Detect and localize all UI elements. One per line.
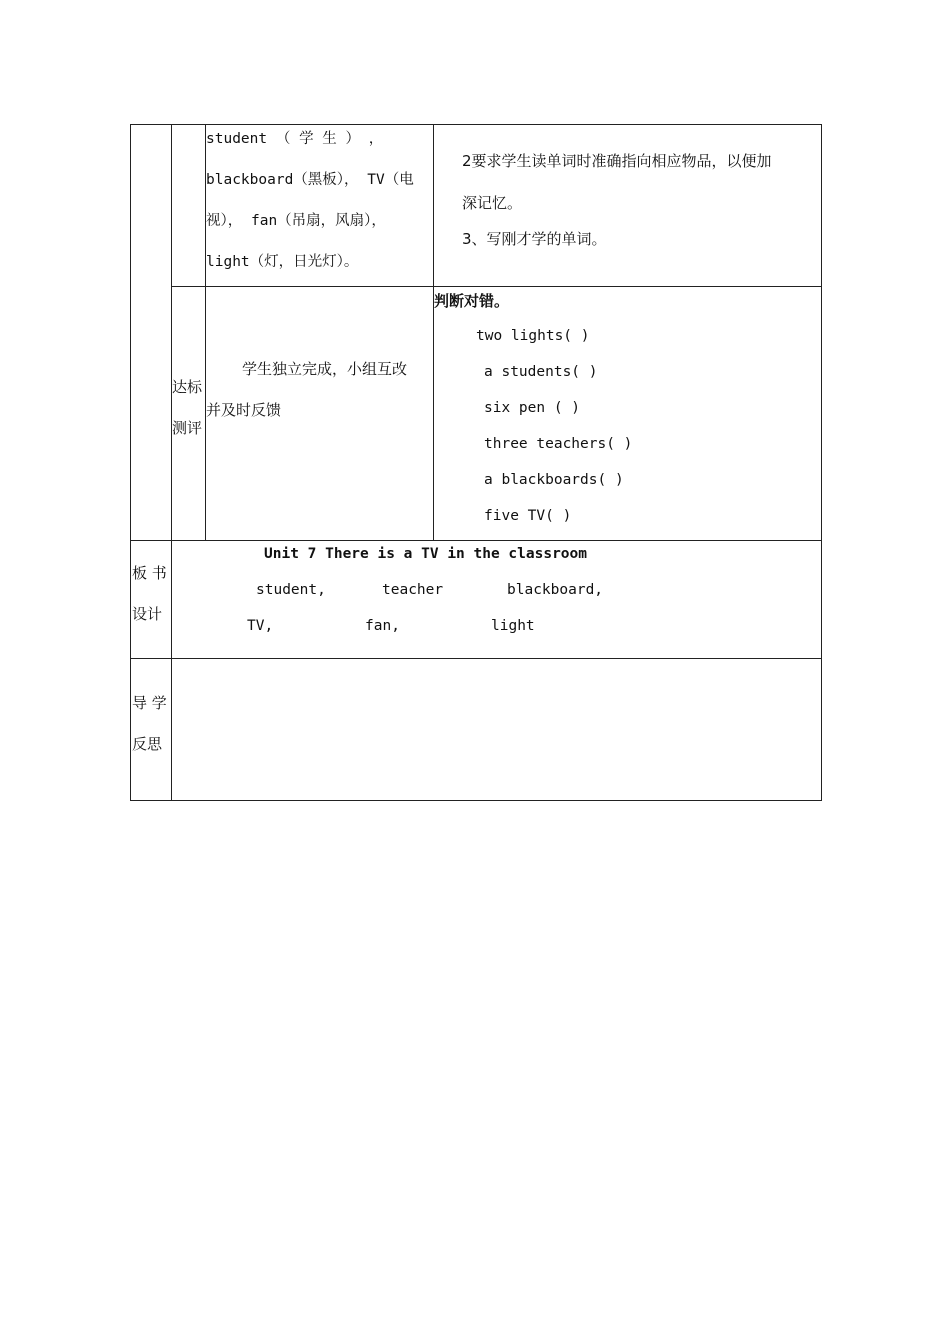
table-border-top (130, 124, 822, 125)
table-border-left (130, 124, 131, 801)
board-word: light (491, 618, 535, 634)
vocabulary-line: student （ 学 生 ） ， (206, 131, 384, 147)
instruction-line: 深记忆。 (462, 194, 523, 212)
board-title: Unit 7 There is a TV in the classroom (264, 546, 588, 562)
exercise-item: five TV( ) (484, 508, 572, 524)
board-word: blackboard, (507, 582, 604, 598)
row-divider-1 (171, 286, 822, 287)
table-border-right (821, 124, 822, 801)
document-page: student （ 学 生 ） ， blackboard（黑板）， TV（电 视）， fan（吊扇，风扇）， light（灯，日光灯）。 2要求学生读单词时准确指向相应物品，以便加 深记忆。 3、写刚才学的单词。 达标 测评 学生独立完成，小组互改 并及时反馈 判断对错。 two lights( ) a students( ) six pen ( ) three teachers( ) a blackboards( ) five TV( ) 板 书 设计 Unit 7 There is a TV in the classroom student, teacher blackboard, TV, fan, light 导 学 反思 (0, 0, 950, 1344)
exercise-title: 判断对错。 (434, 292, 510, 310)
board-word: teacher (382, 582, 444, 598)
board-word: TV, (247, 618, 274, 634)
board-word: student, (256, 582, 326, 598)
exercise-item: three teachers( ) (484, 436, 633, 452)
vocabulary-line: 视）， fan（吊扇，风扇）， (206, 213, 386, 229)
exercise-item: two lights( ) (476, 328, 590, 344)
row-divider-2 (130, 540, 822, 541)
board-word: fan, (365, 618, 400, 634)
vocabulary-line: light（灯，日光灯）。 (206, 254, 359, 270)
exercise-item: a blackboards( ) (484, 472, 624, 488)
exercise-item: six pen ( ) (484, 400, 581, 416)
instruction-line: 3、写刚才学的单词。 (462, 230, 607, 248)
instruction-line: 2要求学生读单词时准确指向相应物品，以便加 (462, 152, 772, 170)
exercise-item: a students( ) (484, 364, 598, 380)
column-divider-3 (433, 124, 434, 540)
table-border-bottom (130, 800, 822, 801)
reflection-content (172, 659, 821, 800)
vocabulary-line: blackboard（黑板）， TV（电 (206, 172, 414, 188)
